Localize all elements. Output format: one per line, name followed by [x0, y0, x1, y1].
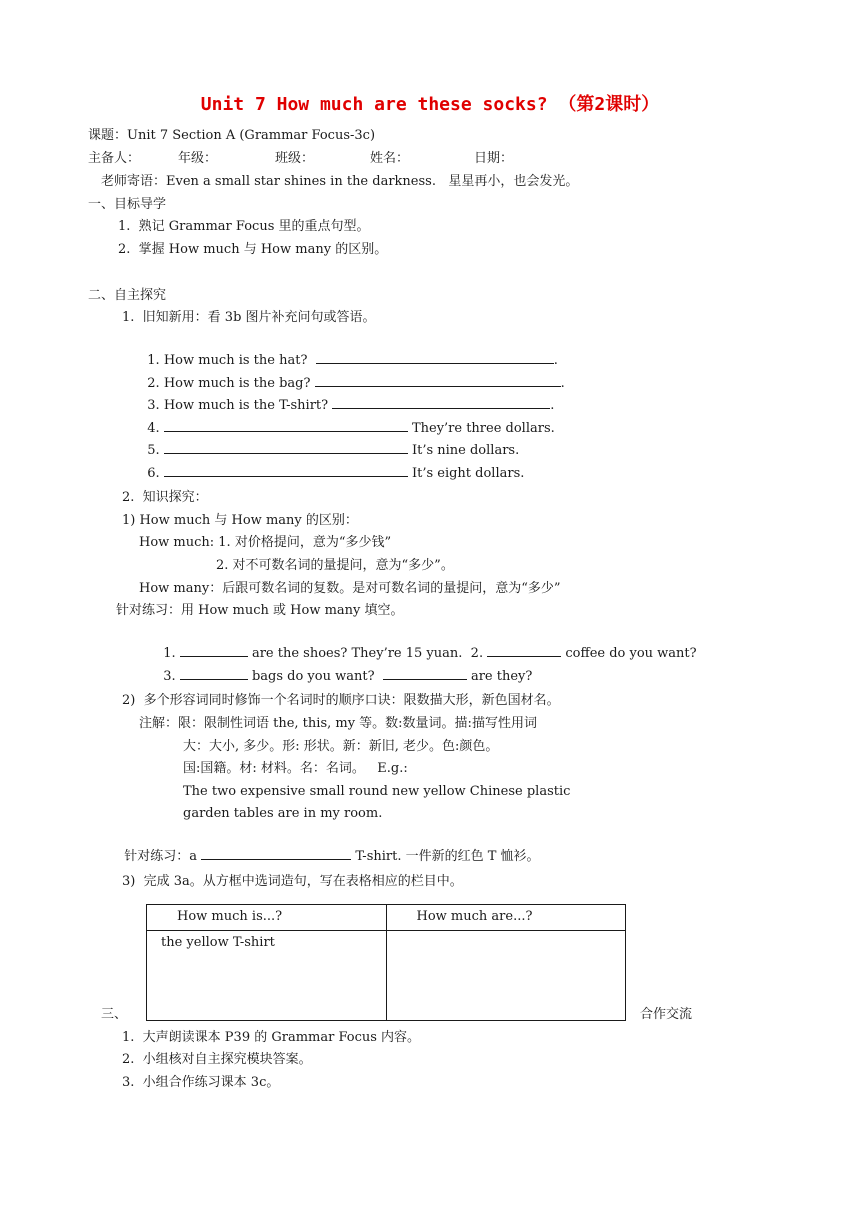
- exercise-blank: [180, 666, 248, 680]
- question-text: How much is the hat?: [163, 353, 308, 368]
- practice-suffix: T-shirt. 一件新的红色 T 恤衫。: [355, 849, 540, 864]
- field-class: 班级：: [275, 151, 315, 166]
- section2-heading: 二、自主探究: [88, 288, 167, 303]
- practice-line: [116, 828, 540, 866]
- line-number: 2.: [147, 376, 160, 391]
- sentence-table: [146, 904, 626, 1021]
- q2-intro: 2. 知识探究：: [122, 490, 208, 505]
- exercise-blank: [383, 666, 467, 680]
- table-header: How much are...?: [386, 905, 626, 931]
- how-many-rule: How many：后跟可数名词的复数。是对可数名词的量提问，意为“多少”: [139, 581, 561, 596]
- coop-item: 1. 大声朗读课本 P39 的 Grammar Focus 内容。: [122, 1030, 421, 1045]
- line-number: 4.: [147, 421, 160, 436]
- example-line: garden tables are in my room.: [183, 806, 383, 821]
- note-line: 国:国籍。材: 材料。名：名词。 E.g.:: [183, 761, 408, 776]
- exercise-text: bags do you want?: [251, 669, 375, 684]
- table-cell: [386, 931, 626, 1021]
- line-number: 3.: [147, 398, 160, 413]
- practice-prefix: 针对练习：a: [124, 849, 198, 864]
- table-cell: the yellow T-shirt: [147, 931, 387, 1021]
- question-blank: [164, 463, 408, 477]
- field-date: 日期：: [474, 151, 514, 166]
- exercise-text: are the shoes? They’re 15 yuan.: [251, 646, 463, 661]
- q1-line: [139, 445, 524, 483]
- teacher-motto: 老师寄语：Even a small star shines in the darkness. 星星再小，也会发光。: [101, 174, 579, 189]
- section1-heading: 一、目标导学: [88, 197, 167, 212]
- table-row: [147, 931, 626, 1021]
- sub3-heading: 3) 完成 3a。从方框中选词造句，写在表格相应的栏目中。: [122, 874, 463, 889]
- question-text: How much is the bag?: [163, 376, 311, 391]
- topic-line: 课题：Unit 7 Section A (Grammar Focus-3c): [88, 128, 376, 143]
- coop-item: 2. 小组核对自主探究模块答案。: [122, 1052, 312, 1067]
- example-line: The two expensive small round new yellow Chinese plastic: [183, 784, 571, 799]
- q1-intro: 1. 旧知新用：看 3b 图片补充问句或答语。: [122, 310, 376, 325]
- answer-text: They’re three dollars.: [411, 421, 555, 436]
- note-line: 大：大小, 多少。形: 形状。新：新旧, 老少。色:颜色。: [183, 739, 499, 754]
- goal-item: 1. 熟记 Grammar Focus 里的重点句型。: [118, 219, 370, 234]
- line-tail: .: [553, 353, 558, 368]
- field-grade: 年级：: [178, 151, 218, 166]
- how-much-rule-1: How much: 1. 对价格提问，意为“多少钱”: [139, 535, 392, 550]
- exercise-number: 3.: [163, 669, 176, 684]
- exercise-blank: [201, 846, 351, 860]
- note-line: 注解：限：限制性词语 the, this, my 等。数:数量词。描:描写性用词: [139, 716, 537, 731]
- page-title: Unit 7 How much are these socks? （第2课时）: [200, 94, 660, 115]
- practice-line: [155, 648, 532, 686]
- goal-item: 2. 掌握 How much 与 How many 的区别。: [118, 242, 388, 257]
- field-name: 姓名：: [370, 151, 410, 166]
- table-header: How much is...?: [147, 905, 387, 931]
- sub1-heading: 1) How much 与 How many 的区别：: [122, 513, 358, 528]
- exercise-text: coffee do you want?: [565, 646, 697, 661]
- table-header-row: [147, 905, 626, 931]
- answer-text: It’s nine dollars.: [411, 443, 520, 458]
- question-text: How much is the T-shirt?: [163, 398, 329, 413]
- line-number: 6.: [147, 466, 160, 481]
- exercise-number: 2.: [470, 646, 484, 661]
- line-tail: .: [560, 376, 565, 391]
- line-tail: .: [550, 398, 555, 413]
- field-preparer: 主备人：: [88, 151, 141, 166]
- exercise-text: are they?: [470, 669, 533, 684]
- coop-item: 3. 小组合作练习课本 3c。: [122, 1075, 280, 1090]
- how-much-rule-2: 2. 对不可数名词的量提问，意为“多少”。: [216, 558, 454, 573]
- sub2-heading: 2) 多个形容词同时修饰一个名词时的顺序口诀：限数描大形，新色国材名。: [122, 693, 560, 708]
- line-number: 5.: [147, 443, 160, 458]
- section3-number: 三、: [101, 1007, 128, 1022]
- section3-heading: 合作交流: [640, 1007, 693, 1022]
- exercise-number: 1.: [163, 646, 176, 661]
- practice-intro: 针对练习：用 How much 或 How many 填空。: [116, 603, 404, 618]
- line-number: 1.: [147, 353, 160, 368]
- answer-text: It’s eight dollars.: [411, 466, 525, 481]
